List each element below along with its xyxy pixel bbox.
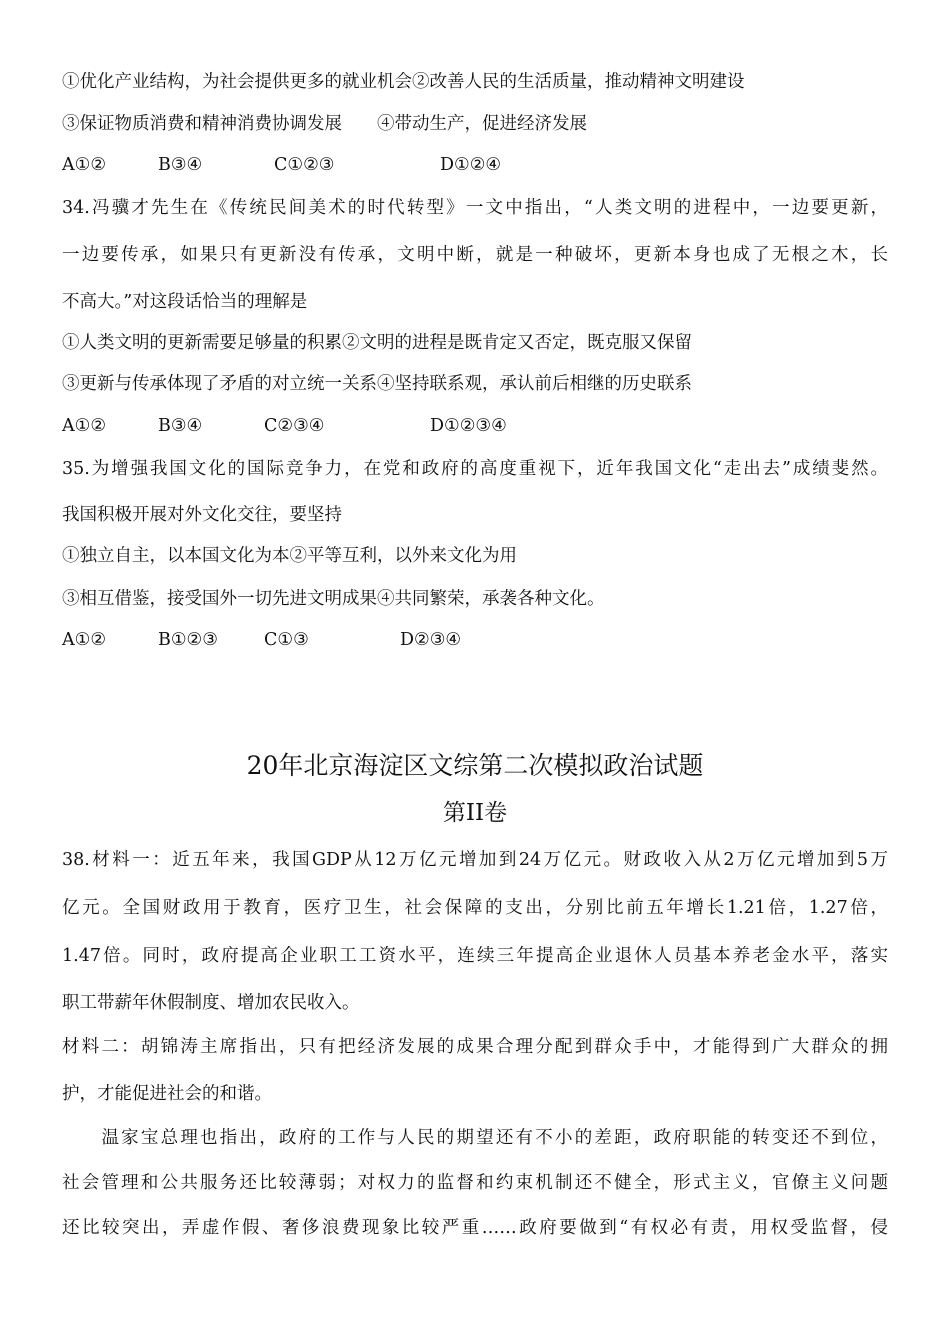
q34-option-a: A①② [62, 416, 107, 436]
q34-choice-line-1: ①人类文明的更新需要足够量的积累②文明的进程是既肯定又否定，既克服又保留 [62, 333, 692, 353]
q34-choice-line-2: ③更新与传承体现了矛盾的对立统一关系④坚持联系观，承认前后相继的历史联系 [62, 374, 692, 394]
q35-option-d: D②③④ [400, 630, 462, 650]
q38-material-2-line-2: 护，才能促进社会的和谐。 [62, 1084, 272, 1104]
q38-material-1-line-2: 亿元。全国财政用于教育，医疗卫生，社会保障的支出，分别比前五年增长1.21倍，1.27倍， [62, 898, 888, 918]
q38-material-1-line-4: 职工带薪年休假制度、增加农民收入。 [62, 993, 360, 1013]
q33-option-b: B③④ [158, 155, 203, 175]
q34-option-c: C②③④ [264, 416, 325, 436]
q38-material-2-line-5: 还比较突出，弄虚作假、奢侈浪费现象比较严重……政府要做到“有权必有责，用权受监督，侵 [62, 1218, 888, 1238]
q35-stem-line-2: 我国积极开展对外文化交往，要坚持 [62, 505, 342, 525]
section-title: 20年北京海淀区文综第二次模拟政治试题 [246, 751, 704, 780]
q35-option-b: B①②③ [158, 630, 218, 650]
section-subtitle: 第II卷 [442, 800, 508, 826]
q34-option-b: B③④ [158, 416, 203, 436]
q35-choice-line-2: ③相互借鉴，接受国外一切先进文明成果④共同繁荣，承袭各种文化。 [62, 589, 605, 609]
q33-option-c: C①②③ [274, 155, 335, 175]
q34-stem-line-2: 一边要传承，如果只有更新没有传承，文明中断，就是一种破坏，更新本身也成了无根之木，长 [62, 245, 888, 265]
q33-choice-line-2: ③保证物质消费和精神消费协调发展 ④带动生产，促进经济发展 [62, 114, 587, 134]
q34-stem-line-1: 34.冯骥才先生在《传统民间美术的时代转型》一文中指出，“人类文明的进程中，一边要更新， [62, 198, 888, 218]
q35-option-c: C①③ [264, 630, 309, 650]
q34-option-d: D①②③④ [430, 416, 507, 436]
q38-material-1-line-1: 38.材料一：近五年来，我国GDP从12万亿元增加到24万亿元。财政收入从2万亿元增加到5万 [62, 850, 888, 870]
q33-choice-line-1: ①优化产业结构，为社会提供更多的就业机会②改善人民的生活质量，推动精神文明建设 [62, 72, 745, 92]
q38-material-2-line-1: 材料二：胡锦涛主席指出，只有把经济发展的成果合理分配到群众手中，才能得到广大群众的拥 [62, 1037, 888, 1057]
q34-options [62, 414, 507, 438]
q38-material-2-line-4: 社会管理和公共服务还比较薄弱；对权力的监督和约束机制还不健全，形式主义，官僚主义问题 [62, 1173, 888, 1193]
q33-option-a: A①② [62, 155, 107, 175]
q35-stem-line-1: 35.为增强我国文化的国际竞争力，在党和政府的高度重视下，近年我国文化“走出去”成绩斐然。 [62, 459, 888, 479]
q38-material-1-line-3: 1.47倍。同时，政府提高企业职工工资水平，连续三年提高企业退休人员基本养老金水平，落实 [62, 946, 888, 966]
q34-stem-line-3: 不高大。”对这段话恰当的理解是 [62, 292, 308, 312]
q38-material-2-line-3: 温家宝总理也指出，政府的工作与人民的期望还有不小的差距，政府职能的转变还不到位， [62, 1128, 888, 1148]
q35-options [62, 628, 461, 652]
q35-option-a: A①② [62, 630, 107, 650]
q35-choice-line-1: ①独立自主，以本国文化为本②平等互利，以外来文化为用 [62, 546, 517, 566]
q33-options [62, 153, 501, 177]
q33-option-d: D①②④ [440, 155, 502, 175]
